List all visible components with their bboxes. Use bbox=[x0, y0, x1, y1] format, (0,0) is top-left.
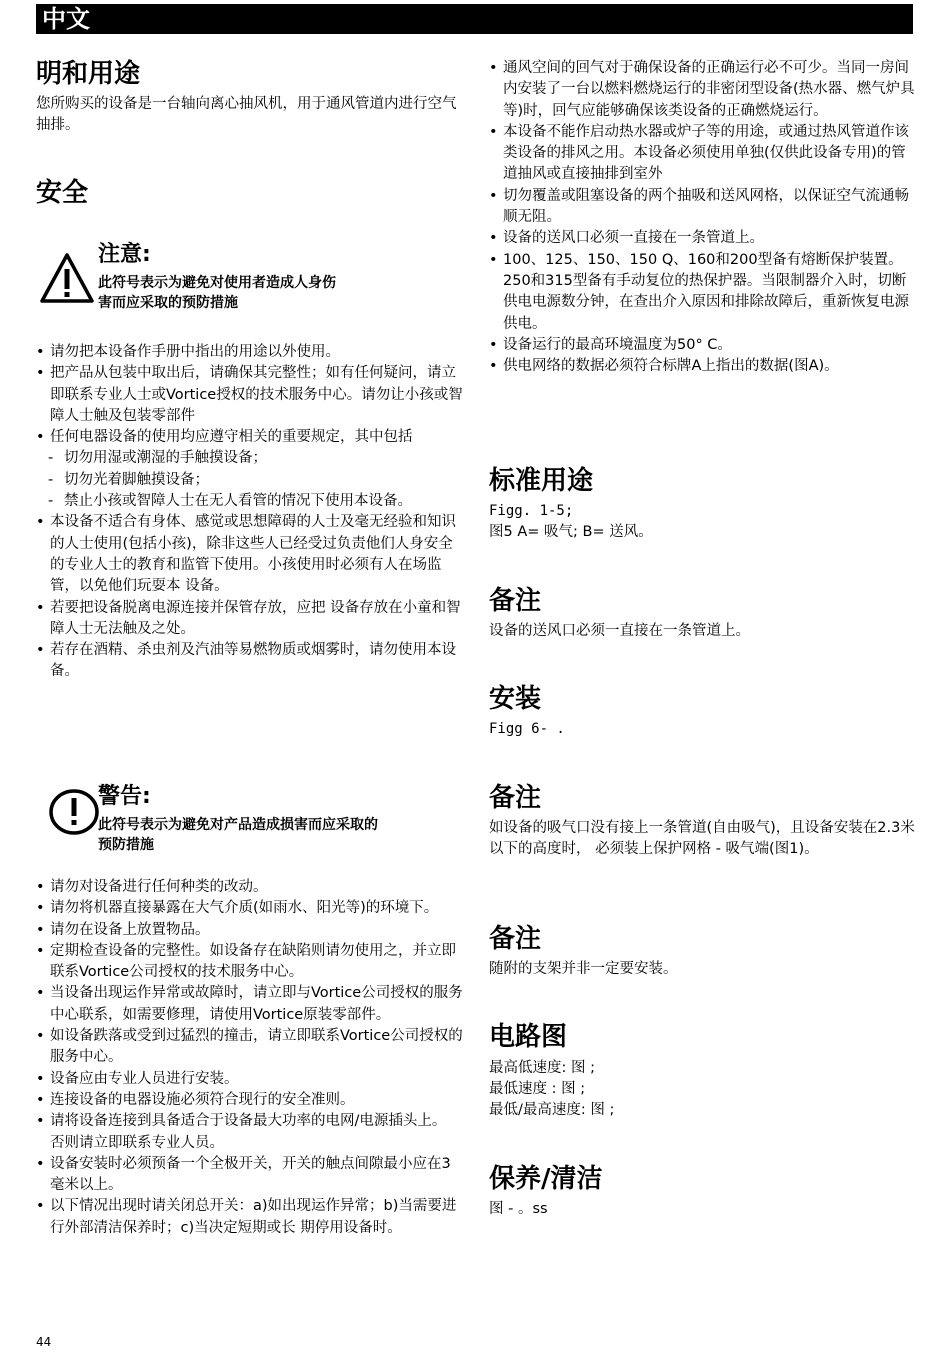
warning-triangle-icon bbox=[39, 252, 95, 304]
caution-list bbox=[36, 342, 464, 683]
list-item: • 设备的送风口必须一直接在一条管道上。 bbox=[489, 228, 917, 249]
maintenance-title: 保养/清洁 bbox=[489, 1164, 603, 1194]
standard-use-legend: 图5 A= 吸气; B= 送风。 bbox=[489, 524, 653, 540]
list-item: • 定期检查设备的完整性。如设备存在缺陷则请勿使用之，并立即联系Vortice公司授权的技术服务中心。 bbox=[36, 941, 464, 984]
list-item: • 本设备不能作启动热水器或炉子等的用途，或通过热风管道作该类设备的排风之用。本设备必须使用单独(仅供此设备专用)的管道抽风或直接抽排到室外 bbox=[489, 122, 917, 186]
safety-continued-list bbox=[489, 58, 917, 377]
list-item: - 禁止小孩或智障人士在无人看管的情况下使用本设备。 bbox=[36, 491, 464, 512]
note-title: 备注 bbox=[489, 783, 542, 813]
note-text: 如设备的吸气口没有接上一条管道(自由吸气)，且设备安装在2.3米以下的高度时， 必须装上保护网格 - 吸气端(图1)。 bbox=[489, 820, 915, 857]
caution-text: 此符号表示为避免对使用者造成人身伤害而应采取的预防措施 bbox=[98, 275, 336, 311]
list-item: • 切勿覆盖或阻塞设备的两个抽吸和送风网格，以保证空气流通畅顺无阻。 bbox=[489, 186, 917, 229]
warning-list bbox=[36, 877, 464, 1239]
list-item: - 切勿光着脚触摸设备； bbox=[36, 470, 464, 491]
standard-use-title: 标准用途 bbox=[489, 466, 594, 496]
wiring-line: 最低速度 : 图 ; bbox=[489, 1081, 586, 1097]
list-item: • 请将设备连接到具备适合于设备最大功率的电网/电源插头上。 否则请立即联系专业人员。 bbox=[36, 1111, 464, 1154]
safety-title: 安全 bbox=[36, 178, 89, 208]
installation-title: 安装 bbox=[489, 684, 542, 714]
maintenance-text: 图 - 。ss bbox=[489, 1201, 548, 1217]
list-item: • 任何电器设备的使用均应遵守相关的重要规定，其中包括 bbox=[36, 427, 464, 448]
list-item: • 连接设备的电器设施必须符合现行的安全准则。 bbox=[36, 1090, 464, 1111]
warning-title: 警告: bbox=[98, 784, 151, 809]
list-item: • 100、125、150、150 Q、160和200型备有熔断保护装置。250和315型备有手动复位的热保护器。当限制器介入时，切断供电电源数分钟，在查出介入原因和排除故障后，重新恢复电源供电。 bbox=[489, 250, 917, 335]
list-item: • 本设备不适合有身体、感觉或思想障碍的人士及毫无经验和知识的人士使用(包括小孩)，除非这些人已经受过负责他们人身安全的专业人士的教育和监管下使用。小孩使用时必须有人在场监管，以免他们玩耍本 设备。 bbox=[36, 512, 464, 597]
list-item: • 设备运行的最高环境温度为50° C。 bbox=[489, 335, 917, 356]
note-text: 随附的支架并非一定要安装。 bbox=[489, 961, 678, 977]
language-label: 中文 bbox=[42, 5, 90, 33]
list-item: - 切勿用湿或潮湿的手触摸设备； bbox=[36, 448, 464, 469]
note-title: 备注 bbox=[489, 586, 542, 616]
description-text: 您所购买的设备是一台轴向离心抽风机，用于通风管道内进行空气抽排。 bbox=[36, 96, 457, 133]
list-item: • 请勿对设备进行任何种类的改动。 bbox=[36, 877, 464, 898]
list-item: • 通风空间的回气对于确保设备的正确运行必不可少。当同一房间内安装了一台以燃料燃烧运行的非密闭型设备(热水器、燃气炉具等)时，回气应能够确保该类设备的正确燃烧运行。 bbox=[489, 58, 917, 122]
wiring-line: 最高低速度: 图 ; bbox=[489, 1060, 595, 1076]
list-item: • 设备安装时必须预备一个全极开关，开关的触点间隙最小应在3毫米以上。 bbox=[36, 1154, 464, 1197]
list-item: • 若要把设备脱离电源连接并保管存放，应把 设备存放在小童和智障人士无法触及之处。 bbox=[36, 598, 464, 641]
language-header-bar bbox=[36, 4, 913, 34]
list-item: • 当设备出现运作异常或故障时，请立即与Vortice公司授权的服务中心联系，如需要修理，请使用Vortice原装零部件。 bbox=[36, 983, 464, 1026]
list-item: • 以下情况出现时请关闭总开关：a)如出现运作异常；b)当需要进行外部清洁保养时；c)当决定短期或长 期停用设备时。 bbox=[36, 1196, 464, 1239]
standard-use-figures: Figg. 1-5; bbox=[489, 503, 574, 519]
list-item: • 请勿将机器直接暴露在大气介质(如雨水、阳光等)的环境下。 bbox=[36, 898, 464, 919]
exclamation-circle-icon bbox=[48, 788, 100, 836]
list-item: • 若存在酒精、杀虫剂及汽油等易燃物质或烟雾时，请勿使用本设备。 bbox=[36, 640, 464, 683]
list-item: • 如设备跌落或受到过猛烈的撞击，请立即联系Vortice公司授权的服务中心。 bbox=[36, 1026, 464, 1069]
list-item: • 请勿在设备上放置物品。 bbox=[36, 920, 464, 941]
wiring-diagram-title: 电路图 bbox=[489, 1022, 568, 1052]
list-item: • 设备应由专业人员进行安装。 bbox=[36, 1069, 464, 1090]
note-title: 备注 bbox=[489, 924, 542, 954]
page-number: 44 bbox=[36, 1335, 52, 1349]
list-item: • 把产品从包装中取出后，请确保其完整性；如有任何疑问，请立即联系专业人士或Vortice授权的技术服务中心。请勿让小孩或智障人士触及包装零部件 bbox=[36, 363, 464, 427]
note-text: 设备的送风口必须一直接在一条管道上。 bbox=[489, 623, 750, 639]
installation-text: Figg 6- . bbox=[489, 721, 565, 737]
list-item: • 供电网络的数据必须符合标牌A上指出的数据(图A)。 bbox=[489, 356, 917, 377]
description-title: 明和用途 bbox=[36, 59, 141, 89]
list-item: • 请勿把本设备作手册中指出的用途以外使用。 bbox=[36, 342, 464, 363]
caution-title: 注意: bbox=[98, 242, 151, 267]
warning-text: 此符号表示为避免对产品造成损害而应采取的预防措施 bbox=[98, 817, 378, 853]
wiring-line: 最低/最高速度: 图 ; bbox=[489, 1102, 615, 1118]
